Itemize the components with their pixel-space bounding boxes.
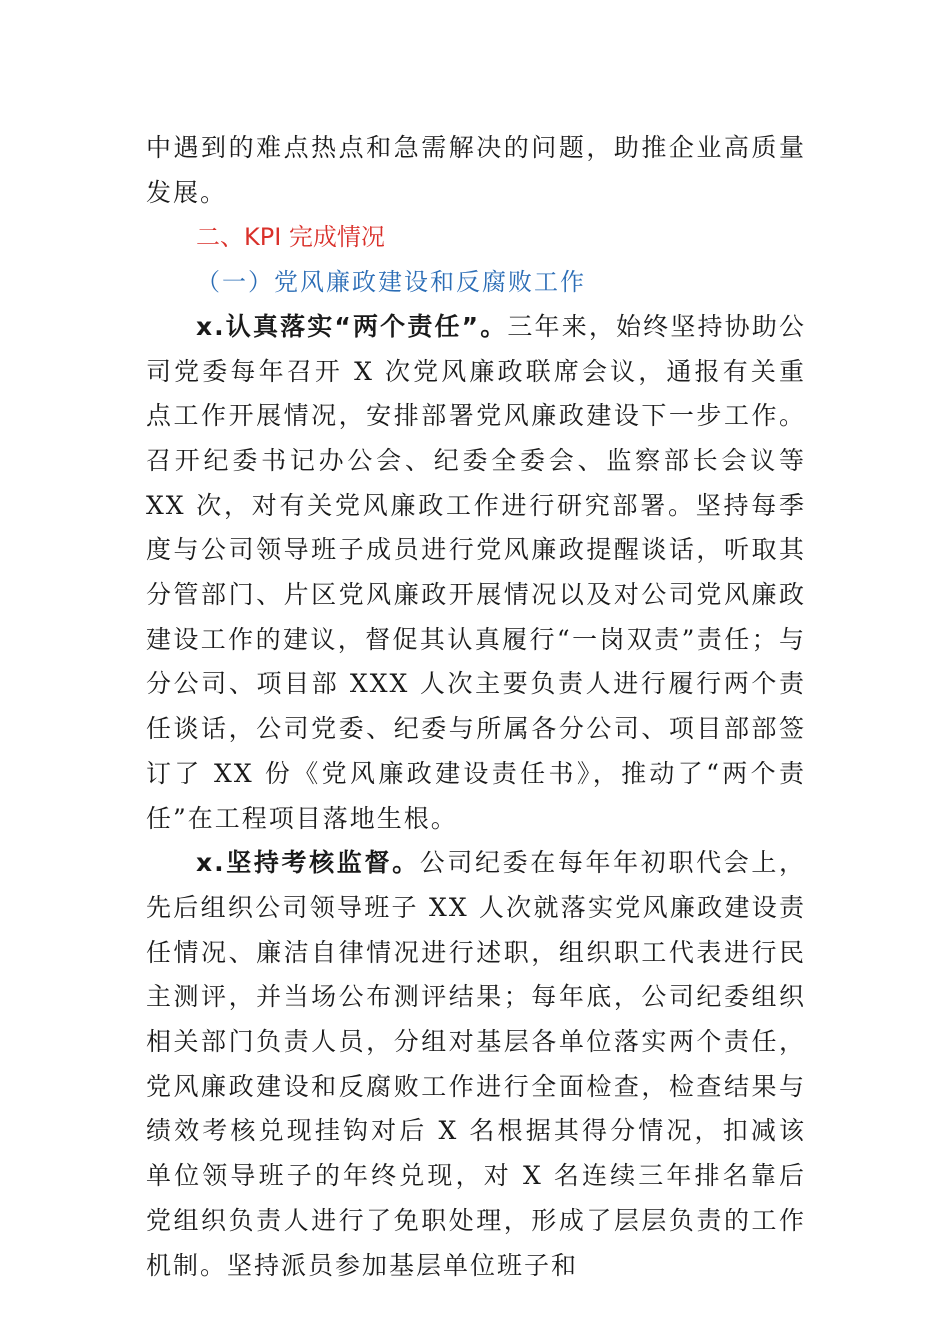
section-heading: 二、KPI 完成情况 xyxy=(196,223,385,252)
paragraph-assessment xyxy=(146,841,806,1288)
paragraph-body: 三年来，始终坚持协助公司党委每年召开 X 次党风廉政联席会议，通报有关重点工作开展情况，安排部署党风廉政建设下一步工作。召开纪委书记办公会、纪委全委会、监察部长会议等 XX 次，对有关党风廉政工作进行研究部署。坚持每季度与公司领导班子成员进行党风廉政提醒谈话，听取其分管部门、片区党风廉政开展情况以及对公司党风廉政建设工作的建议，督促其认真履行“一岗双责”责任；与分公司、项目部 XXX 人次主要负责人进行履行两个责任谈话，公司党委、纪委与所属各分公司、项目部部签订了 XX 份《党风廉政建设责任书》，推动了“两个责任”在工程项目落地生根。 xyxy=(146,311,806,833)
opening-paragraph: 中遇到的难点热点和急需解决的问题，助推企业高质量发展。 xyxy=(146,133,806,207)
paragraph-responsibilities xyxy=(146,305,806,841)
paragraph-lead: x.认真落实“两个责任”。 xyxy=(196,311,508,341)
document-body xyxy=(146,126,806,1288)
subsection-heading: （一）党风廉政建设和反腐败工作 xyxy=(196,268,586,297)
paragraph-lead: x.坚持考核监督。 xyxy=(196,848,420,878)
paragraph-body: 公司纪委在每年年初职代会上，先后组织公司领导班子 XX 人次就落实党风廉政建设责任情况、廉洁自律情况进行述职，组织职工代表进行民主测评，并当场公布测评结果；每年底，公司纪委组织相关部门负责人员，分组对基层各单位落实两个责任，党风廉政建设和反腐败工作进行全面检查，检查结果与绩效考核兑现挂钩对后 X 名根据其得分情况，扣减该单位领导班子的年终兑现，对 X 名连续三年排名靠后党组织负责人进行了免职处理，形成了层层负责的工作机制。坚持派员参加基层单位班子和 xyxy=(146,848,806,1280)
